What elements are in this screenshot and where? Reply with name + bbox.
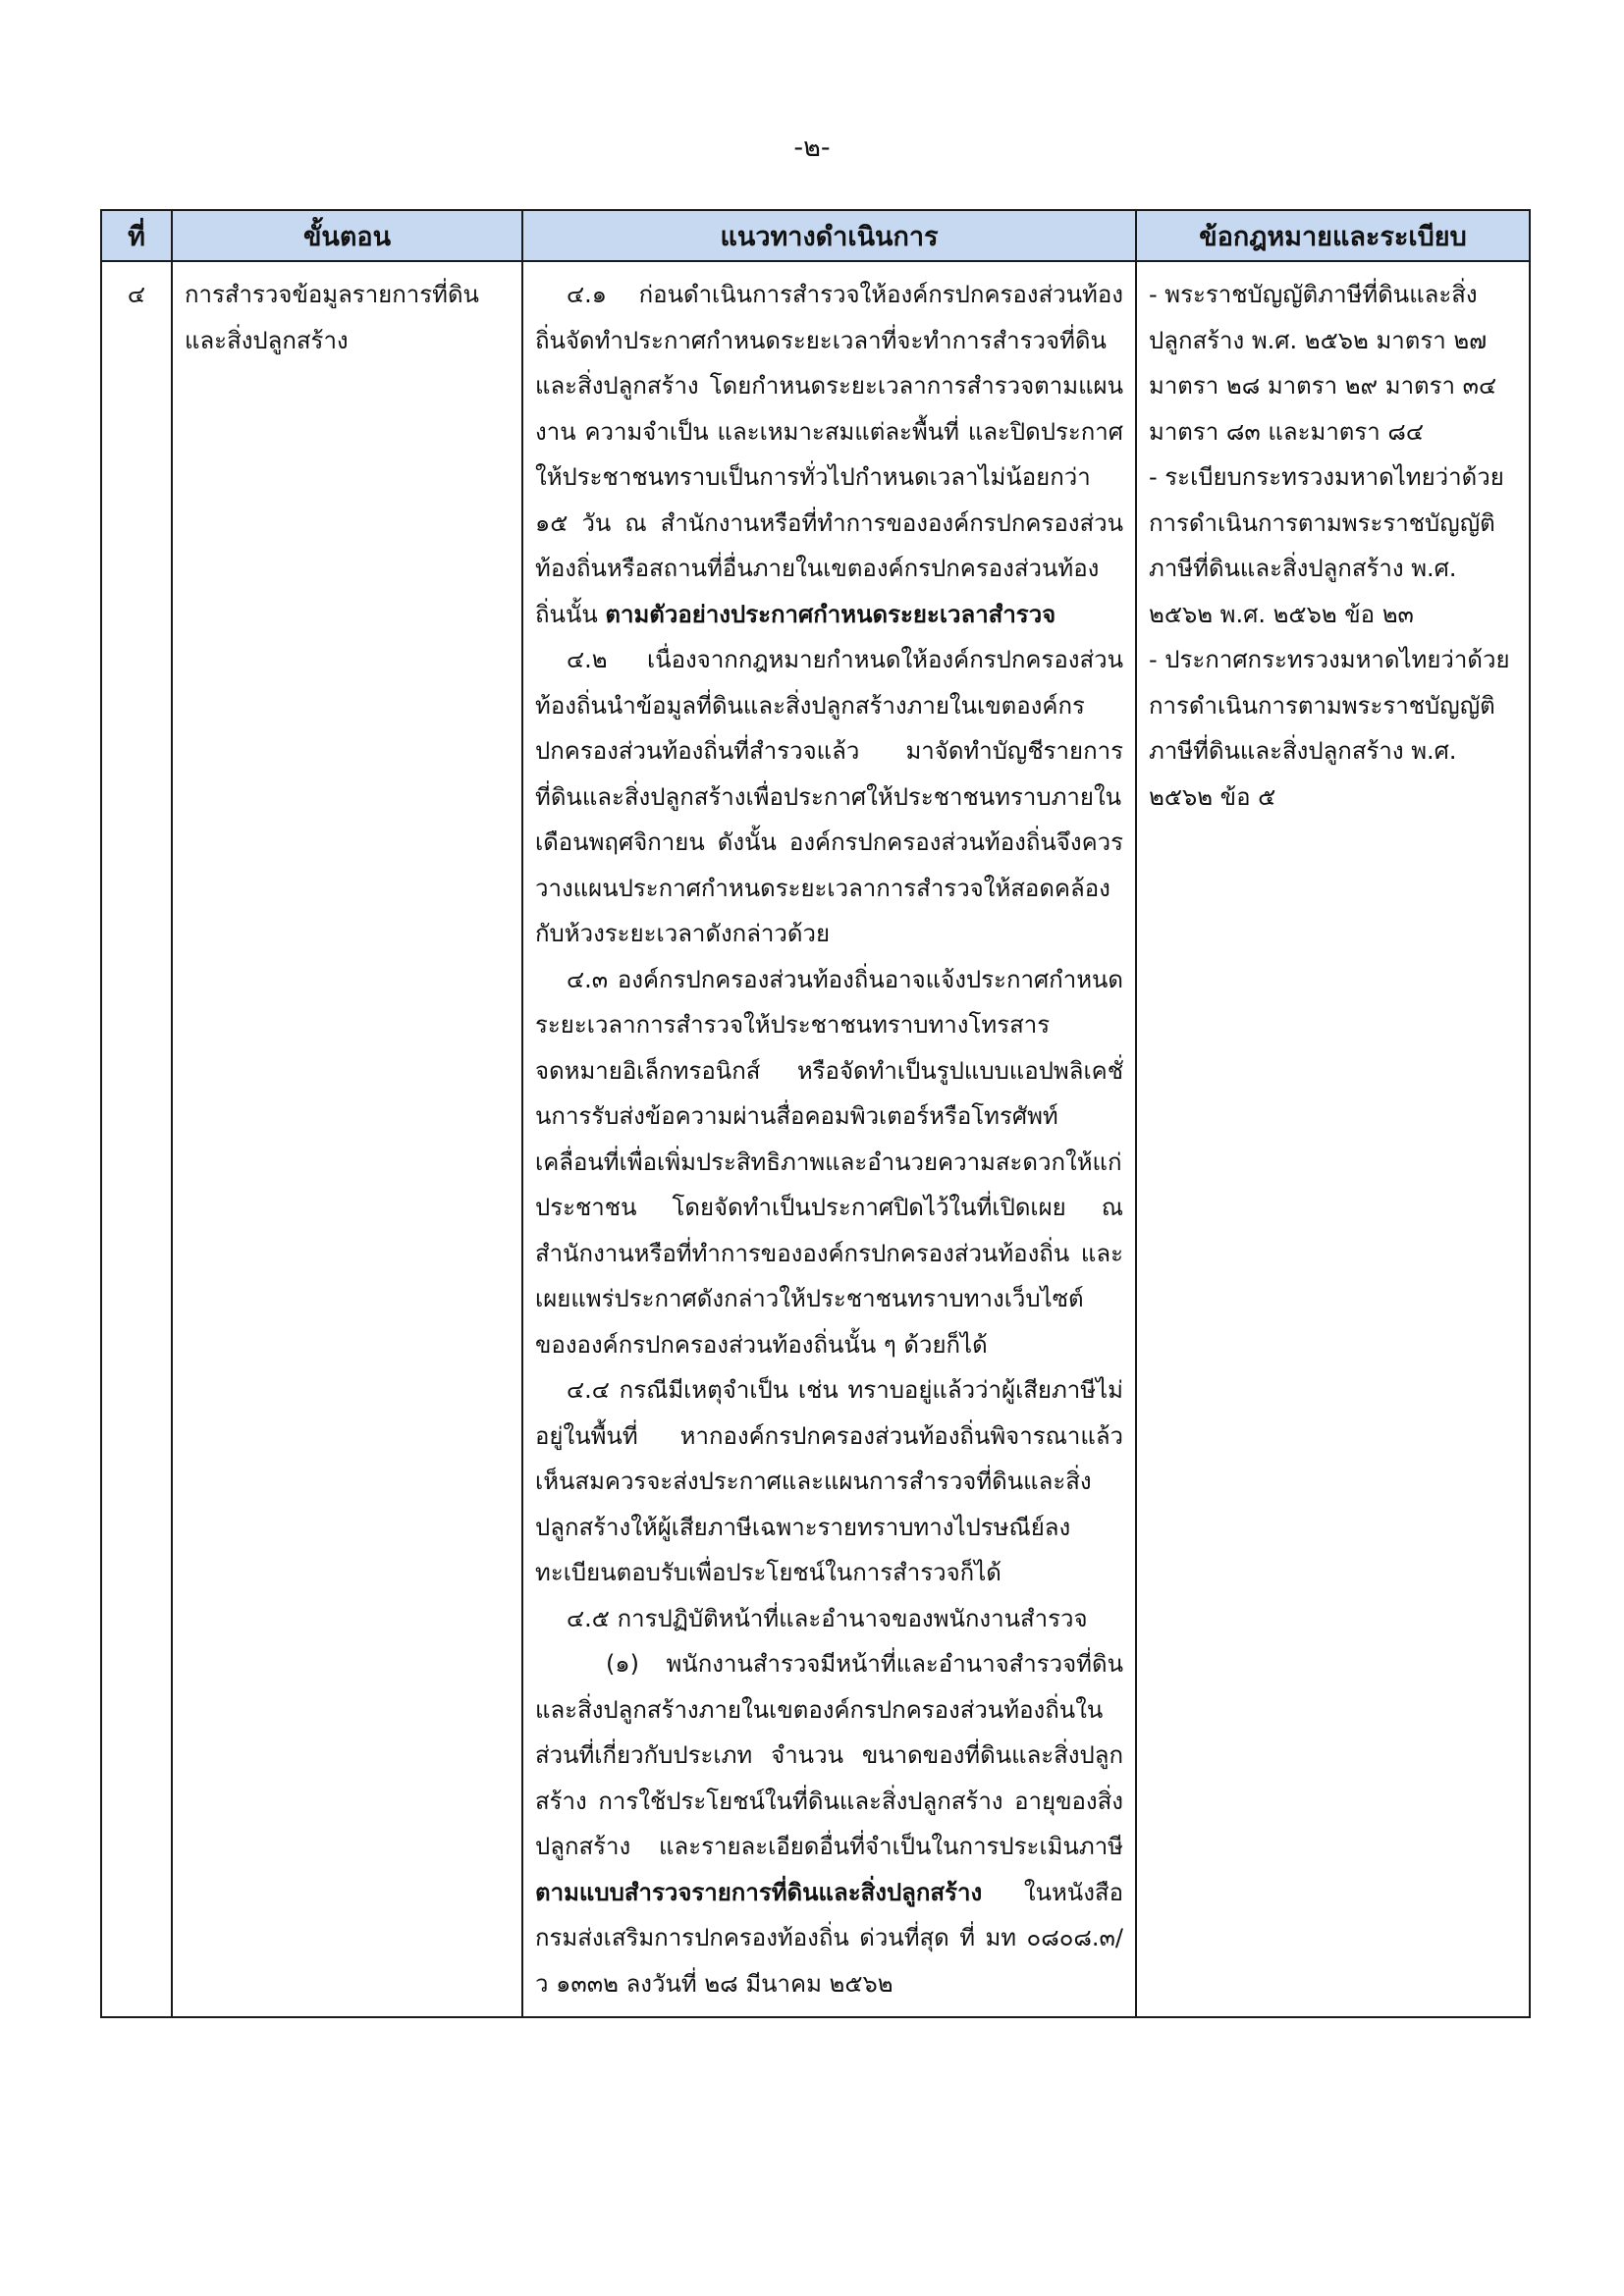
page-number: -๒- bbox=[793, 133, 831, 163]
table-header-row bbox=[101, 210, 1530, 261]
guideline-paragraph-4-1: ๔.๑ ก่อนดำเนินการสำรวจให้องค์กรปกครองส่วนท้องถิ่นจัดทำประกาศกำหนดระยะเวลาที่จะทำการสำรวจที่ดินและสิ่งปลูกสร้าง โดยกำหนดระยะเวลาการสำรวจตามแผนงาน ความจำเป็น และเหมาะสมแต่ละพื้นที่ และปิดประกาศให้ประชาชนทราบเป็นการทั่วไปกำหนดเวลาไม่น้อยกว่า ๑๕ วัน ณ สำนักงานหรือที่ทำการขององค์กรปกครองส่วนท้องถิ่นหรือสถานที่อื่นภายในเขตองค์กรปกครองส่วนท้องถิ่นนั้น ตามตัวอย่างประกาศกำหนดระยะเวลาสำรวจ bbox=[535, 281, 1123, 628]
procedure-table bbox=[100, 209, 1531, 2018]
header-no: ที่ bbox=[101, 210, 172, 261]
guideline-paragraph-4-5-1: (๑) พนักงานสำรวจมีหน้าที่และอำนาจสำรวจที่ดินและสิ่งปลูกสร้างภายในเขตองค์กรปกครองส่วนท้องถิ่นในส่วนที่เกี่ยวกับประเภท จำนวน ขนาดของที่ดินและสิ่งปลูกสร้าง การใช้ประโยชน์ในที่ดินและสิ่งปลูกสร้าง อายุของสิ่งปลูกสร้าง และรายละเอียดอื่นที่จำเป็นในการประเมินภาษี ตามแบบสำรวจรายการที่ดินและสิ่งปลูกสร้าง ในหนังสือกรมส่งเสริมการปกครองท้องถิ่น ด่วนที่สุด ที่ มท ๐๘๐๘.๓/ว ๑๓๓๒ ลงวันที่ ๒๘ มีนาคม ๒๕๖๒ bbox=[535, 1650, 1123, 1998]
header-guideline: แนวทางดำเนินการ bbox=[522, 210, 1136, 261]
table-row bbox=[101, 261, 1530, 2017]
header-step: ขั้นตอน bbox=[172, 210, 522, 261]
header-law: ข้อกฎหมายและระเบียบ bbox=[1136, 210, 1530, 261]
row-law bbox=[1136, 261, 1530, 2017]
guideline-paragraph-4-2: ๔.๒ เนื่องจากกฎหมายกำหนดให้องค์กรปกครองส่วนท้องถิ่นนำข้อมูลที่ดินและสิ่งปลูกสร้างภายในเขตองค์กรปกครองส่วนท้องถิ่นที่สำรวจแล้ว มาจัดทำบัญชีรายการที่ดินและสิ่งปลูกสร้างเพื่อประกาศให้ประชาชนทราบภายในเดือนพฤศจิกายน ดังนั้น องค์กรปกครองส่วนท้องถิ่นจึงควรวางแผนประกาศกำหนดระยะเวลาการสำรวจให้สอดคล้องกับห้วงระยะเวลาดังกล่าวด้วย bbox=[535, 646, 1123, 947]
guideline-paragraph-4-5: ๔.๕ การปฏิบัติหน้าที่และอำนาจของพนักงานสำรวจ bbox=[567, 1604, 1088, 1632]
row-number: ๔ bbox=[101, 261, 172, 2017]
law-item-act: - พระราชบัญญัติภาษีที่ดินและสิ่งปลูกสร้าง พ.ศ. ๒๕๖๒ มาตรา ๒๗ มาตรา ๒๘ มาตรา ๒๙ มาตรา ๓๔ มาตรา ๘๓ และมาตรา ๘๔ bbox=[1149, 281, 1497, 446]
guideline-4-1-emphasis: ตามตัวอย่างประกาศกำหนดระยะเวลาสำรวจ bbox=[605, 600, 1056, 628]
guideline-paragraph-4-3: ๔.๓ องค์กรปกครองส่วนท้องถิ่นอาจแจ้งประกาศกำหนดระยะเวลาการสำรวจให้ประชาชนทราบทางโทรสาร จดหมายอิเล็กทรอนิกส์ หรือจัดทำเป็นรูปแบบแอปพลิเคชั่นการรับส่งข้อความผ่านสื่อคอมพิวเตอร์หรือโทรศัพท์เคลื่อนที่เพื่อเพิ่มประสิทธิภาพและอำนวยความสะดวกให้แก่ประชาชน โดยจัดทำเป็นประกาศปิดไว้ในที่เปิดเผย ณ สำนักงานหรือที่ทำการขององค์กรปกครองส่วนท้องถิ่น และเผยแพร่ประกาศดังกล่าวให้ประชาชนทราบทางเว็บไซต์ขององค์กรปกครองส่วนท้องถิ่นนั้น ๆ ด้วยก็ได้ bbox=[535, 965, 1123, 1359]
law-item-regulation: - ระเบียบกระทรวงมหาดไทยว่าด้วยการดำเนินการตามพระราชบัญญัติภาษีที่ดินและสิ่งปลูกสร้าง พ.ศ. ๒๕๖๒ พ.ศ. ๒๕๖๒ ข้อ ๒๓ bbox=[1149, 463, 1504, 628]
guideline-paragraph-4-4: ๔.๔ กรณีมีเหตุจำเป็น เช่น ทราบอยู่แล้วว่าผู้เสียภาษีไม่อยู่ในพื้นที่ หากองค์กรปกครองส่วนท้องถิ่นพิจารณาแล้วเห็นสมควรจะส่งประกาศและแผนการสำรวจที่ดินและสิ่งปลูกสร้างให้ผู้เสียภาษีเฉพาะรายทราบทางไปรษณีย์ลงทะเบียนตอบรับเพื่อประโยชน์ในการสำรวจก็ได้ bbox=[535, 1376, 1123, 1586]
law-item-announcement: - ประกาศกระทรวงมหาดไทยว่าด้วยการดำเนินการตามพระราชบัญญัติภาษีที่ดินและสิ่งปลูกสร้าง พ.ศ. ๒๕๖๒ ข้อ ๕ bbox=[1149, 646, 1510, 811]
row-guideline bbox=[522, 261, 1136, 2017]
row-step: การสำรวจข้อมูลรายการที่ดินและสิ่งปลูกสร้าง bbox=[172, 261, 522, 2017]
guideline-4-5-1-emphasis: ตามแบบสำรวจรายการที่ดินและสิ่งปลูกสร้าง bbox=[535, 1878, 983, 1906]
